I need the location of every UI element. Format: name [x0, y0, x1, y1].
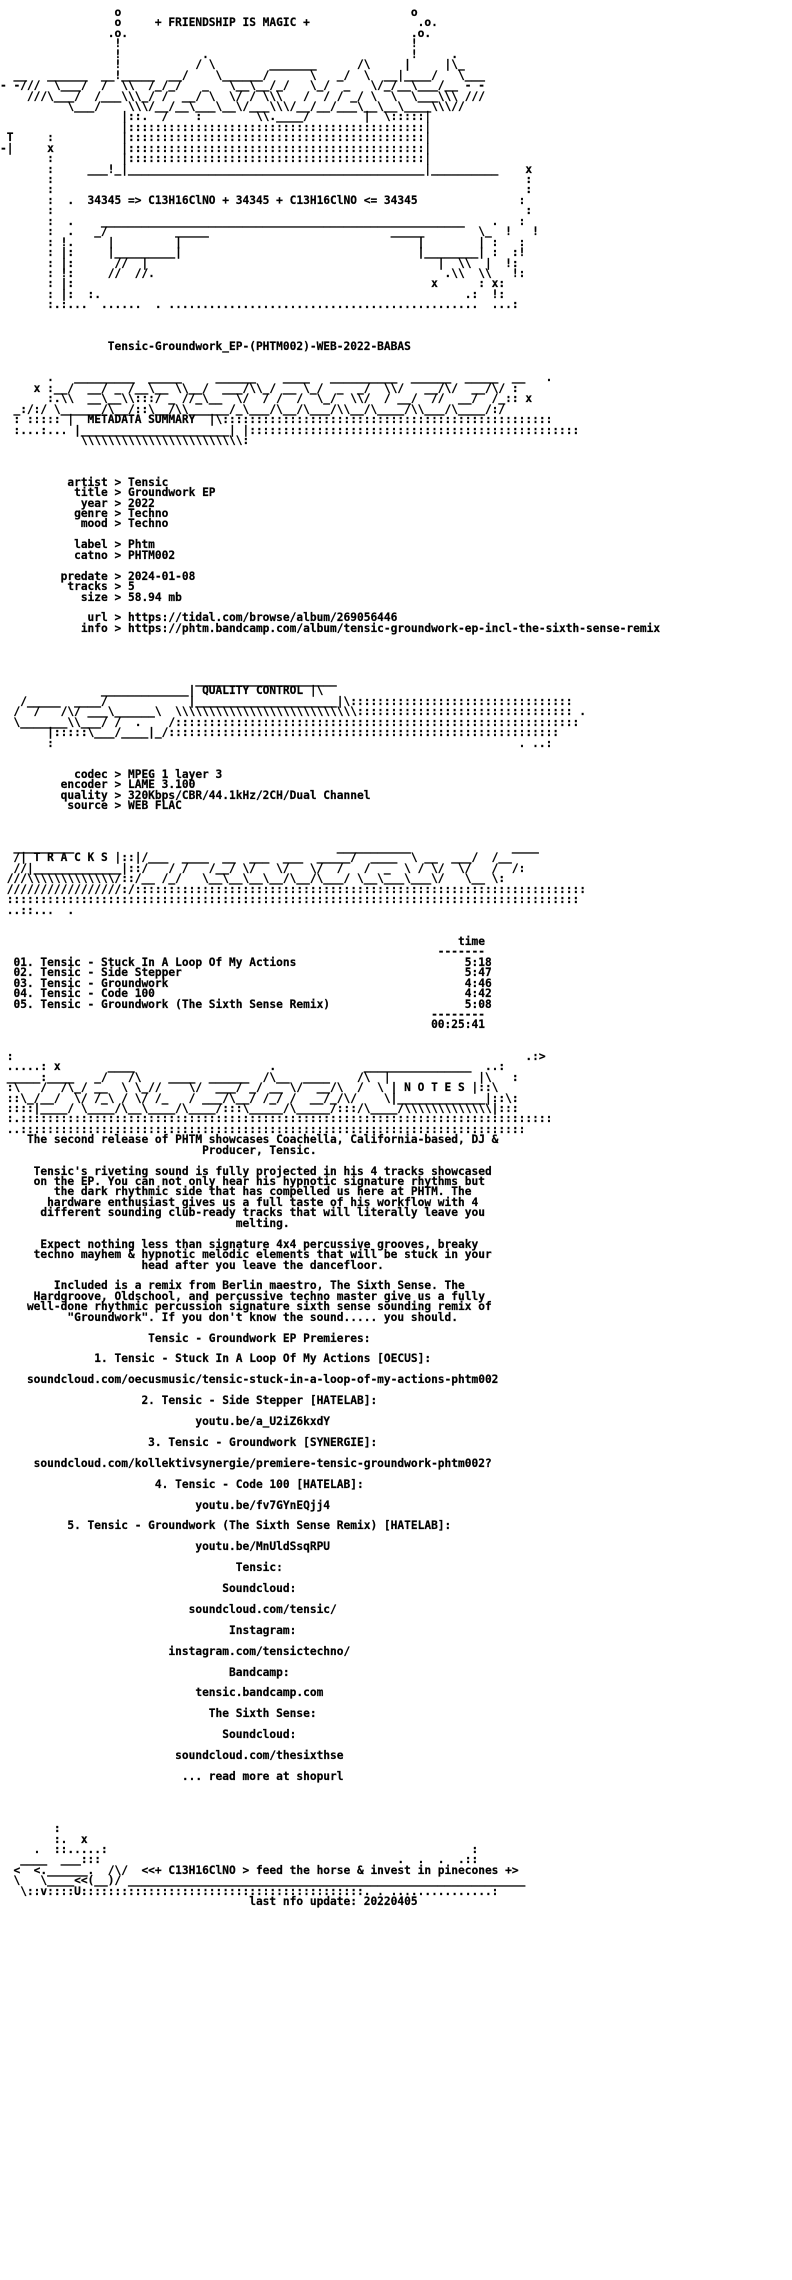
note-line-56: The Sixth Sense: [0, 1707, 317, 1721]
notes-title-anchor: ..::::::::::::::::::::::::::::::::::::::::::::::::::::::::::::::::::::::::::: [0, 1122, 526, 1136]
note-line-60: soundcloud.com/thesixthse [0, 1749, 344, 1763]
note-line-26: 2. Tensic - Side Stepper [HATELAB]: [0, 1394, 378, 1408]
ascii-art: : |: :. .: !: [0, 287, 506, 301]
note-line-46: soundcloud.com/tensic/ [0, 1602, 337, 1616]
note-line-5: on the EP. You can not only hear his hypnotic signature rhythms but [0, 1175, 485, 1188]
ascii-art: /_____ ____/ |_____________________|\::::::::::::::::::::::::::::::::: [0, 694, 573, 708]
note-line-9: melting. [0, 1216, 290, 1230]
note-line-24: soundcloud.com/oecusmusic/tensic-stuck-in-a-loop-of-my-actions-phtm002 [0, 1373, 499, 1387]
ascii-art: : . ______________________________________________________ . : [0, 214, 526, 228]
ascii-art: T : |::::::::::::::::::::::::::::::::::::::::::::| [0, 131, 432, 145]
note-line-40: youtu.be/MnUldSsqRPU [0, 1540, 331, 1554]
note-line-17: well-done rhythmic percussion signature sixth sense sounding remix of [0, 1300, 492, 1314]
ascii-art: __ ______ __!_____ __/ \______/ \ _/ \ __|____/ \___ [0, 68, 485, 82]
ascii-art: :.:... ...... . .............................................. ...: [0, 298, 519, 312]
ascii-art [0, 311, 792, 321]
ascii-art [0, 812, 792, 822]
header-formula: : . 34345 => C13H16ClNO + 34345 + C13H16ClNO <= 34345 : [0, 193, 526, 207]
ascii-art: \::v::::U::::::::::::::::::::::::::::::::::::::::::. . ...............: [0, 1884, 499, 1898]
note-line-30: 3. Tensic - Groundwork [SYNERGIE]: [0, 1435, 378, 1449]
ascii-art: : |: x : x: [0, 277, 506, 291]
ascii-art: ::::::::::::::::::::::::::::::::::::::::::::::::::::::::::::::::::::::::::::::::::::: [0, 893, 580, 907]
ascii-art: _____:____ _/ /\ ____ ______ /\__ ____ /\ | |\ : [0, 1070, 519, 1084]
ascii-art: : . _/ _____ _____ \_ ! ! [0, 225, 539, 239]
track-item-5: 05. Tensic - Groundwork (The Sixth Sense Remix) 5:08 [0, 997, 492, 1011]
ascii-art: o + FRIENDSHIP IS MAGIC + .o. [0, 16, 438, 30]
ascii-art: : : [0, 204, 533, 218]
note-line-42: Tensic: [0, 1561, 283, 1575]
metadata-tracks: tracks > 5 [0, 580, 135, 594]
ascii-art: ///\\\\\\\\\\\\\/::/__ /_/ \__\__\__\__/\__/\___/ \__\___\___\/ \__ \: [0, 872, 506, 886]
metadata-size: size > 58.94 mb [0, 590, 182, 604]
ascii-art: / / /\/ ___\______\ \\\\\\\\\\\\\\\\\\\\\\\\\\\:::::::::::::::::::::::::::::::: . [0, 705, 586, 719]
note-line-48: Instagram: [0, 1623, 297, 1637]
note-line-36: youtu.be/fv7GYnEQjj4 [0, 1498, 331, 1512]
note-line-12: techno mayhem & hypnotic melodic elements that will be stuck in your [0, 1248, 492, 1262]
ascii-art: ____ ___::: . . . .:: [0, 1853, 479, 1867]
quality-source: source > WEB FLAC [0, 799, 182, 813]
note-line-54: tensic.bandcamp.com [0, 1686, 324, 1700]
ascii-art [0, 1803, 792, 1813]
ascii-art: .....: x ____ . ________________ ..: [0, 1060, 519, 1074]
ascii-art: //|_____________|::/ / / /__/ \/ \/ \/ / / _ \ / \/ \/ / /: [0, 861, 526, 875]
note-line-62: ... read more at shopurl [0, 1769, 344, 1783]
ascii-art: :\ / /\_/ __ \ \_// \/ ___/ _/ __ \/ __/\ / \ | N O T E S |::\ [0, 1081, 499, 1095]
track-item-1: 01. Tensic - Stuck In A Loop Of My Actions 5:18 [0, 955, 492, 969]
note-line-20: Tensic - Groundwork EP Premieres: [0, 1331, 371, 1345]
note-line-15: Included is a remix from Berlin maestro, The Sixth Sense. The [0, 1279, 465, 1293]
metadata-mood: mood > Techno [0, 517, 169, 531]
note-line-32: soundcloud.com/kollektivsynergie/premiere-tensic-groundwork-phtm002? [0, 1456, 492, 1470]
ascii-art: : : [0, 183, 533, 197]
quality-quality: quality > 320Kbps/CBR/44.1kHz/2CH/Dual Channel [0, 788, 371, 802]
track-item-2: 02. Tensic - Side Stepper 5:47 [0, 966, 492, 980]
release-name: Tensic-Groundwork_EP-(PHTM002)-WEB-2022-BABAS [0, 340, 411, 353]
ascii-art: : .:> [0, 1049, 546, 1063]
note-line-28: youtu.be/a_U2iZ6kxdY [0, 1415, 331, 1429]
ascii-art: |::::::::::::::::::::::::::::::::::::::::::::| [0, 120, 432, 134]
quality-codec: codec > MPEG 1 layer 3 [0, 767, 223, 781]
metadata-artist: artist > Tensic [0, 475, 169, 489]
note-line-2: Producer, Tensic. [0, 1143, 317, 1157]
note-line-13: head after you leave the dancefloor. [0, 1258, 384, 1272]
ascii-art [0, 321, 792, 331]
ascii-art: o o [0, 8, 418, 19]
ascii-art [0, 352, 792, 362]
ascii-art: . ::.....: : [0, 1843, 479, 1856]
ascii-art: ! / \ _______ /\ | |\_ [0, 58, 485, 72]
note-line-22: 1. Tensic - Stuck In A Loop Of My Actions [OECUS]: [0, 1352, 432, 1366]
section-tracks-title: /| T R A C K S |::|/___ ____ __ ___ ___ _____/ ____ \ __ ___/ /__ [0, 851, 512, 865]
track-item-3: 03. Tensic - Groundwork 4:46 [0, 976, 492, 990]
ascii-art [0, 446, 792, 456]
ascii-art: _:/:/ \______/\__/::\__/\\______/_\___/\__/\___/\\__/\____/\\___/\____/:/ [0, 402, 506, 416]
ascii-art: . _________ _____ ______ ____ __________ ______ _____ __ . [0, 371, 553, 385]
ascii-art: :...:... |______________________| |::::::::::::::::::::::::::::::::::::::::::::::::: [0, 423, 580, 437]
ascii-art: ::::|____/ \____/\__\____/\____/:::\_____/\_____/:::/\____/\\\\\\\\\\\\\|::: [0, 1101, 519, 1115]
ascii-art: /////////////////:/::::::::::::::::::::::::::::::::::::::::::::::::::::::::::::::::::: [0, 882, 586, 896]
ascii-art: ///\___/ /___\\\_/ / __/ \ \/ / \\\ / / / _/ \ \ \___\\\ /// [0, 89, 485, 103]
section-quality-title: _____________| QUALITY CONTROL |\ [0, 684, 324, 698]
ascii-art: \___/ \\\/__/__\___\__\/___\\\/__/__/___\__\__\____\\\// [0, 99, 465, 113]
ascii-art: :.::::::::::::::::::::::::::::::::::::::::::::::::::::::::::::::::::::::::::::::: [0, 1112, 553, 1126]
metadata-predate: predate > 2024-01-08 [0, 569, 196, 583]
ascii-art [0, 1782, 792, 1792]
ascii-art: : !. | | | | : : [0, 235, 526, 249]
metadata-title: title > Groundwork EP [0, 486, 216, 500]
ascii-art: \\\\\\\\\\\\\\\\\\\\\\\\: [0, 433, 250, 447]
ascii-art: x :__/ __/ _ /__\__ \\__/ ___/\\_/ __ \_/ _ _/ \\/ __/\/ __/\/ : [0, 381, 519, 395]
ascii-art: |:::::\___/____|_/:::::::::::::::::::::::::::::::::::::::::::::::::::::::::: [0, 726, 560, 740]
note-line-16: Hardgroove, Oldschool, and percussive techno master give us a fully [0, 1289, 485, 1303]
ascii-art: -| x |::::::::::::::::::::::::::::::::::::::::::::| [0, 141, 432, 155]
nfo-text [0, 8, 792, 1908]
ascii-art [0, 822, 792, 832]
ascii-art: :.\\ __\__\\:::/ _ //_\__ \/ / / / \_/ \\/ / __/ // __/ /_:: x [0, 392, 533, 406]
note-line-44: Soundcloud: [0, 1582, 297, 1596]
ascii-art [0, 749, 792, 759]
ascii-art: : . ..: [0, 736, 553, 750]
note-line-58: Soundcloud: [0, 1728, 297, 1742]
ascii-art [0, 645, 792, 655]
ascii-art: - -/// \___/ / \\ /_/_/ _ \__\__/_/ \_/ _ \/_/__\___/__ - - [0, 79, 485, 93]
ascii-art [0, 1814, 792, 1824]
ascii-art: ::\_/__/ \/ /_\ / \/ /_ / ___/\__/ /_/ / __/_/\/ \|_____________|::\: [0, 1091, 519, 1105]
note-line-7: hardware enthusiast gives us a full taste of his workflow with 4 [0, 1195, 479, 1209]
ascii-art: : |: // | | \\ | !: [0, 256, 519, 270]
note-line-34: 4. Tensic - Code 100 [HATELAB]: [0, 1477, 364, 1491]
metadata-catno: catno > PHTM002 [0, 548, 176, 562]
metadata-year: year > 2022 [0, 496, 155, 510]
note-line-50: instagram.com/tensictechno/ [0, 1644, 351, 1658]
note-line-18: "Groundwork". If you don't know the sound..... you should. [0, 1310, 459, 1324]
ascii-art: |::. / : \\.____/ | \:::::| [0, 110, 432, 124]
footer-last-update: last nfo update: 20220405 [0, 1895, 418, 1909]
note-line-6: the dark rhythmic side that has compelled us here at PHTM. The [0, 1185, 472, 1199]
ascii-art: ..::... . [0, 903, 566, 917]
ascii-art: \ \____<<(__)/ ___________________________________________________________ [0, 1874, 526, 1888]
ascii-art [0, 916, 792, 926]
ascii-art: ! . ! . [0, 47, 459, 61]
ascii-art [0, 1031, 792, 1041]
ascii-art: :. x [0, 1832, 95, 1846]
metadata-genre: genre > Techno [0, 507, 169, 520]
ascii-art: : ___!_|____________________________________________|__________ x [0, 162, 533, 176]
track-item-4: 04. Tensic - Code 100 4:42 [0, 987, 492, 1001]
ascii-art: : !: // //. .\\ \\ !: [0, 266, 526, 280]
note-line-11: Expect nothing less than signature 4x4 percussive grooves, breaky [0, 1237, 479, 1251]
ascii-art: : |::::::::::::::::::::::::::::::::::::::::::::| [0, 152, 432, 166]
ascii-art [0, 1793, 792, 1803]
ascii-art: ------- [0, 945, 485, 959]
note-line-38: 5. Tensic - Groundwork (The Sixth Sense Remix) [HATELAB]: [0, 1519, 452, 1533]
note-line-1: The second release of PHTM showcases Coachella, California-based, DJ & [0, 1133, 499, 1147]
footer-tagline: < <.______. /\/ <<+ C13H16ClNO > feed the horse & invest in pinecones +> [0, 1863, 519, 1877]
ascii-art [0, 655, 792, 665]
note-line-52: Bandcamp: [0, 1665, 290, 1679]
note-line-8: different sounding club-ready tracks that will literally leave you [0, 1206, 485, 1220]
metadata-info: info > https://phtm.bandcamp.com/album/tensic-groundwork-ep-incl-the-sixth-sense-remix [0, 621, 661, 635]
ascii-art: _____________________ [0, 674, 337, 687]
metadata-label: label > Phtm [0, 538, 155, 552]
tracklist-time-header: time [0, 934, 485, 948]
metadata-url: url > https://tidal.com/browse/album/269056446 [0, 611, 398, 625]
ascii-art: \_______\\___/ / . /:::::::::::::::::::::::::::::::::::::::::::::::::::::::::::: [0, 715, 580, 729]
ascii-art: .o. .o. [0, 26, 432, 40]
ascii-art: -------- [0, 1008, 485, 1021]
quality-encoder: encoder > LAME 3.100 [0, 778, 196, 792]
ascii-art [0, 457, 792, 467]
ascii-art: : |: |_________| |________| : :! [0, 246, 526, 260]
ascii-art: ! ! [0, 37, 425, 51]
tracklist-total: 00:25:41 [0, 1018, 485, 1032]
nfo-viewer [0, 8, 792, 2273]
ascii-art: _________ ___________ ____ [0, 841, 539, 854]
ascii-art: : [0, 1822, 75, 1836]
ascii-art: : : [0, 173, 533, 186]
note-line-4: Tensic's riveting sound is fully projected in his 4 tracks showcased [0, 1164, 492, 1178]
ascii-art [0, 634, 792, 644]
section-metadata-title: : ::::: | METADATA SUMMARY |\::::::::::::::::::::::::::::::::::::::::::::::::: [0, 413, 553, 427]
